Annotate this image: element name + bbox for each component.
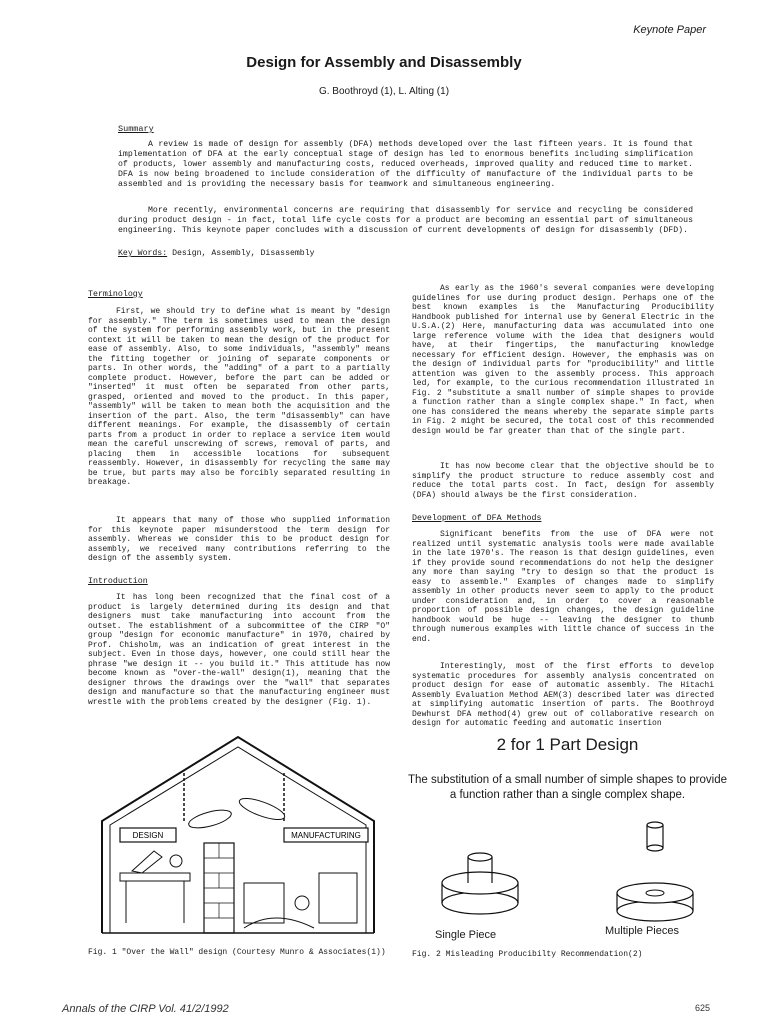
introduction-text <box>88 593 390 707</box>
keywords <box>118 249 315 258</box>
multi-piece-disc-bottom <box>617 901 693 921</box>
journal-footer: Annals of the CIRP Vol. 41/2/1992 <box>62 1003 229 1015</box>
figure-2 <box>405 735 730 950</box>
single-piece-top <box>442 872 518 894</box>
right-text-3 <box>412 530 714 644</box>
paragraph: As early as the 1960's several companies were developing guidelines for use during product design. Perhaps one of the best known examples is the Manufacturing Producibility Handbook published for internal use by General Electric in the U.S.A.(2) Here, manufacturing data was accumulated into one large reference volume with the idea that designers would have, at their fingertips, the manufacturing knowledge necessary for efficient design. However, the emphasis was on the design of individual parts for "producibility" and little attention was given to the assembly process. This approach led, for example, to the curious recommendation illustrated in Fig. 2 "substitute a small number of simple shapes to provide a function rather than a single complex shape." In fact, when one has considered the means whereby the separate simple parts in Fig. 2 might be secured, the total cost of this recommended design would be far greater than that of the single part. <box>412 284 714 436</box>
machine <box>244 883 284 923</box>
right-text-4 <box>412 662 714 729</box>
multi-piece-pin-bottom <box>647 845 663 851</box>
single-piece-label: Single Piece <box>435 929 497 941</box>
terminology-text-1 <box>88 307 390 488</box>
design-label: DESIGN <box>132 831 164 840</box>
summary-heading: Summary <box>118 124 154 134</box>
multi-piece-pin-top <box>647 822 663 828</box>
paragraph: First, we should try to define what is meant by "design for assembly." The term is sometimes used to mean the design of the system for performing assembly work, but in the present context it will be taken to mean the design of the product for ease of assembly. Also, to some individuals, "assembly" means the fitting together or joining of separate components or parts. In other words, the "adding" of a part to a partially complete product. However, before the part can be added or "inserted" it must often be separated from other parts, grasped, oriented and moved to the product. In this paper, "assembly" will be taken to mean both the acquisition and the insertion of the part. Also, the term "disassembly" can have different meanings. For example, the disassembly of certain parts from a product in order to replace a service item would mean the careful unscrewing of screws, removal of parts, and placing them in accessible locations for subsequent reassembly. However, in disassembly for recycling the same may be true, but parts may also be forcibly separated resulting in breakage. <box>88 307 390 488</box>
figure-2-drawing <box>405 803 730 928</box>
figure-1-caption: Fig. 1 "Over the Wall" design (Courtesy Munro & Associates(1)) <box>88 948 386 957</box>
keywords-label: Key Words: <box>118 249 168 258</box>
multiple-pieces-label: Multiple Pieces <box>605 925 679 937</box>
terminology-text-2 <box>88 516 390 564</box>
rolled-drawing <box>187 807 233 832</box>
paragraph: It appears that many of those who supplied information for this keynote paper misunderstood the term design for assembly. Whereas we consider this to be product design for assembly, we received many contributions referring to the design of the assembly system. <box>88 516 390 564</box>
right-text-1 <box>412 284 714 436</box>
figure-2-title: 2 for 1 Part Design <box>496 735 639 754</box>
machine <box>319 873 357 923</box>
right-text-2 <box>412 462 714 500</box>
summary-paragraph-1: A review is made of design for assembly (DFA) methods developed over the last fifteen years. It is found that implementation of DFA at the early conceptual stage of design has led to enormous benefits including simplification of products, lower assembly and manufacturing costs, reduced overheads, improved quality and reduced time to market. DFA is now being broadened to include consideration of the difficulty of manufacture of the individual parts to be assembled and is providing the necessary basis for teamwork and simultaneous engineering. <box>118 140 693 189</box>
manufacturing-label: MANUFACTURING <box>291 831 361 840</box>
designer-figure <box>170 855 182 867</box>
figure-2-caption: Fig. 2 Misleading Producibilty Recommendation(2) <box>412 950 643 959</box>
multi-piece-hole <box>646 890 664 896</box>
authors: G. Boothroyd (1), L. Alting (1) <box>318 86 450 97</box>
summary-paragraph-2: More recently, environmental concerns are requiring that disassembly for service and recycling be considered during product design - in fact, total life cycle costs for a product are becoming an essential part of simultaneous engineering. This keynote paper concludes with a discussion of current developments of design for disassembly (DFD). <box>118 206 693 235</box>
paragraph: It has long been recognized that the final cost of a product is largely determined during its design and that designers must take manufacturing into account from the outset. The establishment of a subcommittee of the CIRP "O" group "design for economic manufacture" in 1970, chaired by Prof. Chisholm, was an indication of great interest in the subject. Even in those days, however, one could still hear the phrase "we design it -- you build it." This attitude has now become known as "over-the-wall" design(1), meaning that the designer throws the drawings over the "wall" that separates design and manufacture so that the manufacturing engineer must wrestle with the problems created by the designer (Fig. 1). <box>88 593 390 707</box>
paper-title: Design for Assembly and Disassembly <box>246 54 522 71</box>
page-number: 625 <box>694 1003 710 1013</box>
paragraph: Significant benefits from the use of DFA were not realized until systematic analysis tools were made available in the late 1970's. The reason is that design guidelines, even if they provide sound recommendations do not help the designer any more than saying "try to design so that the product is easy to assemble." Examples of changes made to simplify assembly in other products never seem to apply to the product under consideration and, in order to cover a reasonable proportion of possible design changes, the design guideline handbook would be huge -- leaving the designer to thumb through numerous examples with little chance of success in the end. <box>412 530 714 644</box>
figure-2-subtitle: The substitution of a small number of simple shapes to provide a function rather than a single complex shape. <box>408 774 727 801</box>
keywords-text: Design, Assembly, Disassembly <box>172 249 315 258</box>
single-piece-base <box>442 892 518 914</box>
drafting-desk <box>120 873 190 881</box>
single-piece-boss <box>468 853 492 861</box>
paragraph: It has now become clear that the objective should be to simplify the product structure to reduce assembly cost and reduce the total parts cost. In fact, design for assembly (DFA) should always be the first consideration. <box>412 462 714 500</box>
drafting-board <box>132 851 162 873</box>
terminology-heading: Terminology <box>88 290 143 299</box>
dfa-heading: Development of DFA Methods <box>412 514 542 523</box>
introduction-heading: Introduction <box>88 577 148 586</box>
keynote-tag: Keynote Paper <box>633 24 706 36</box>
worker-figure <box>295 896 309 910</box>
figure-1-over-the-wall <box>84 733 392 938</box>
paragraph: Interestingly, most of the first efforts to develop systematic procedures for assembly analysis concentrated on product design for ease of automatic assembly. The Hitachi Assembly Evaluation Method AEM(3) described later was directed at simplifying automatic insertion of parts. The Boothroyd Dewhurst DFA method(4) grew out of collaborative research on design for automatic feeding and automatic insertion <box>412 662 714 729</box>
rolled-drawing <box>237 794 287 824</box>
